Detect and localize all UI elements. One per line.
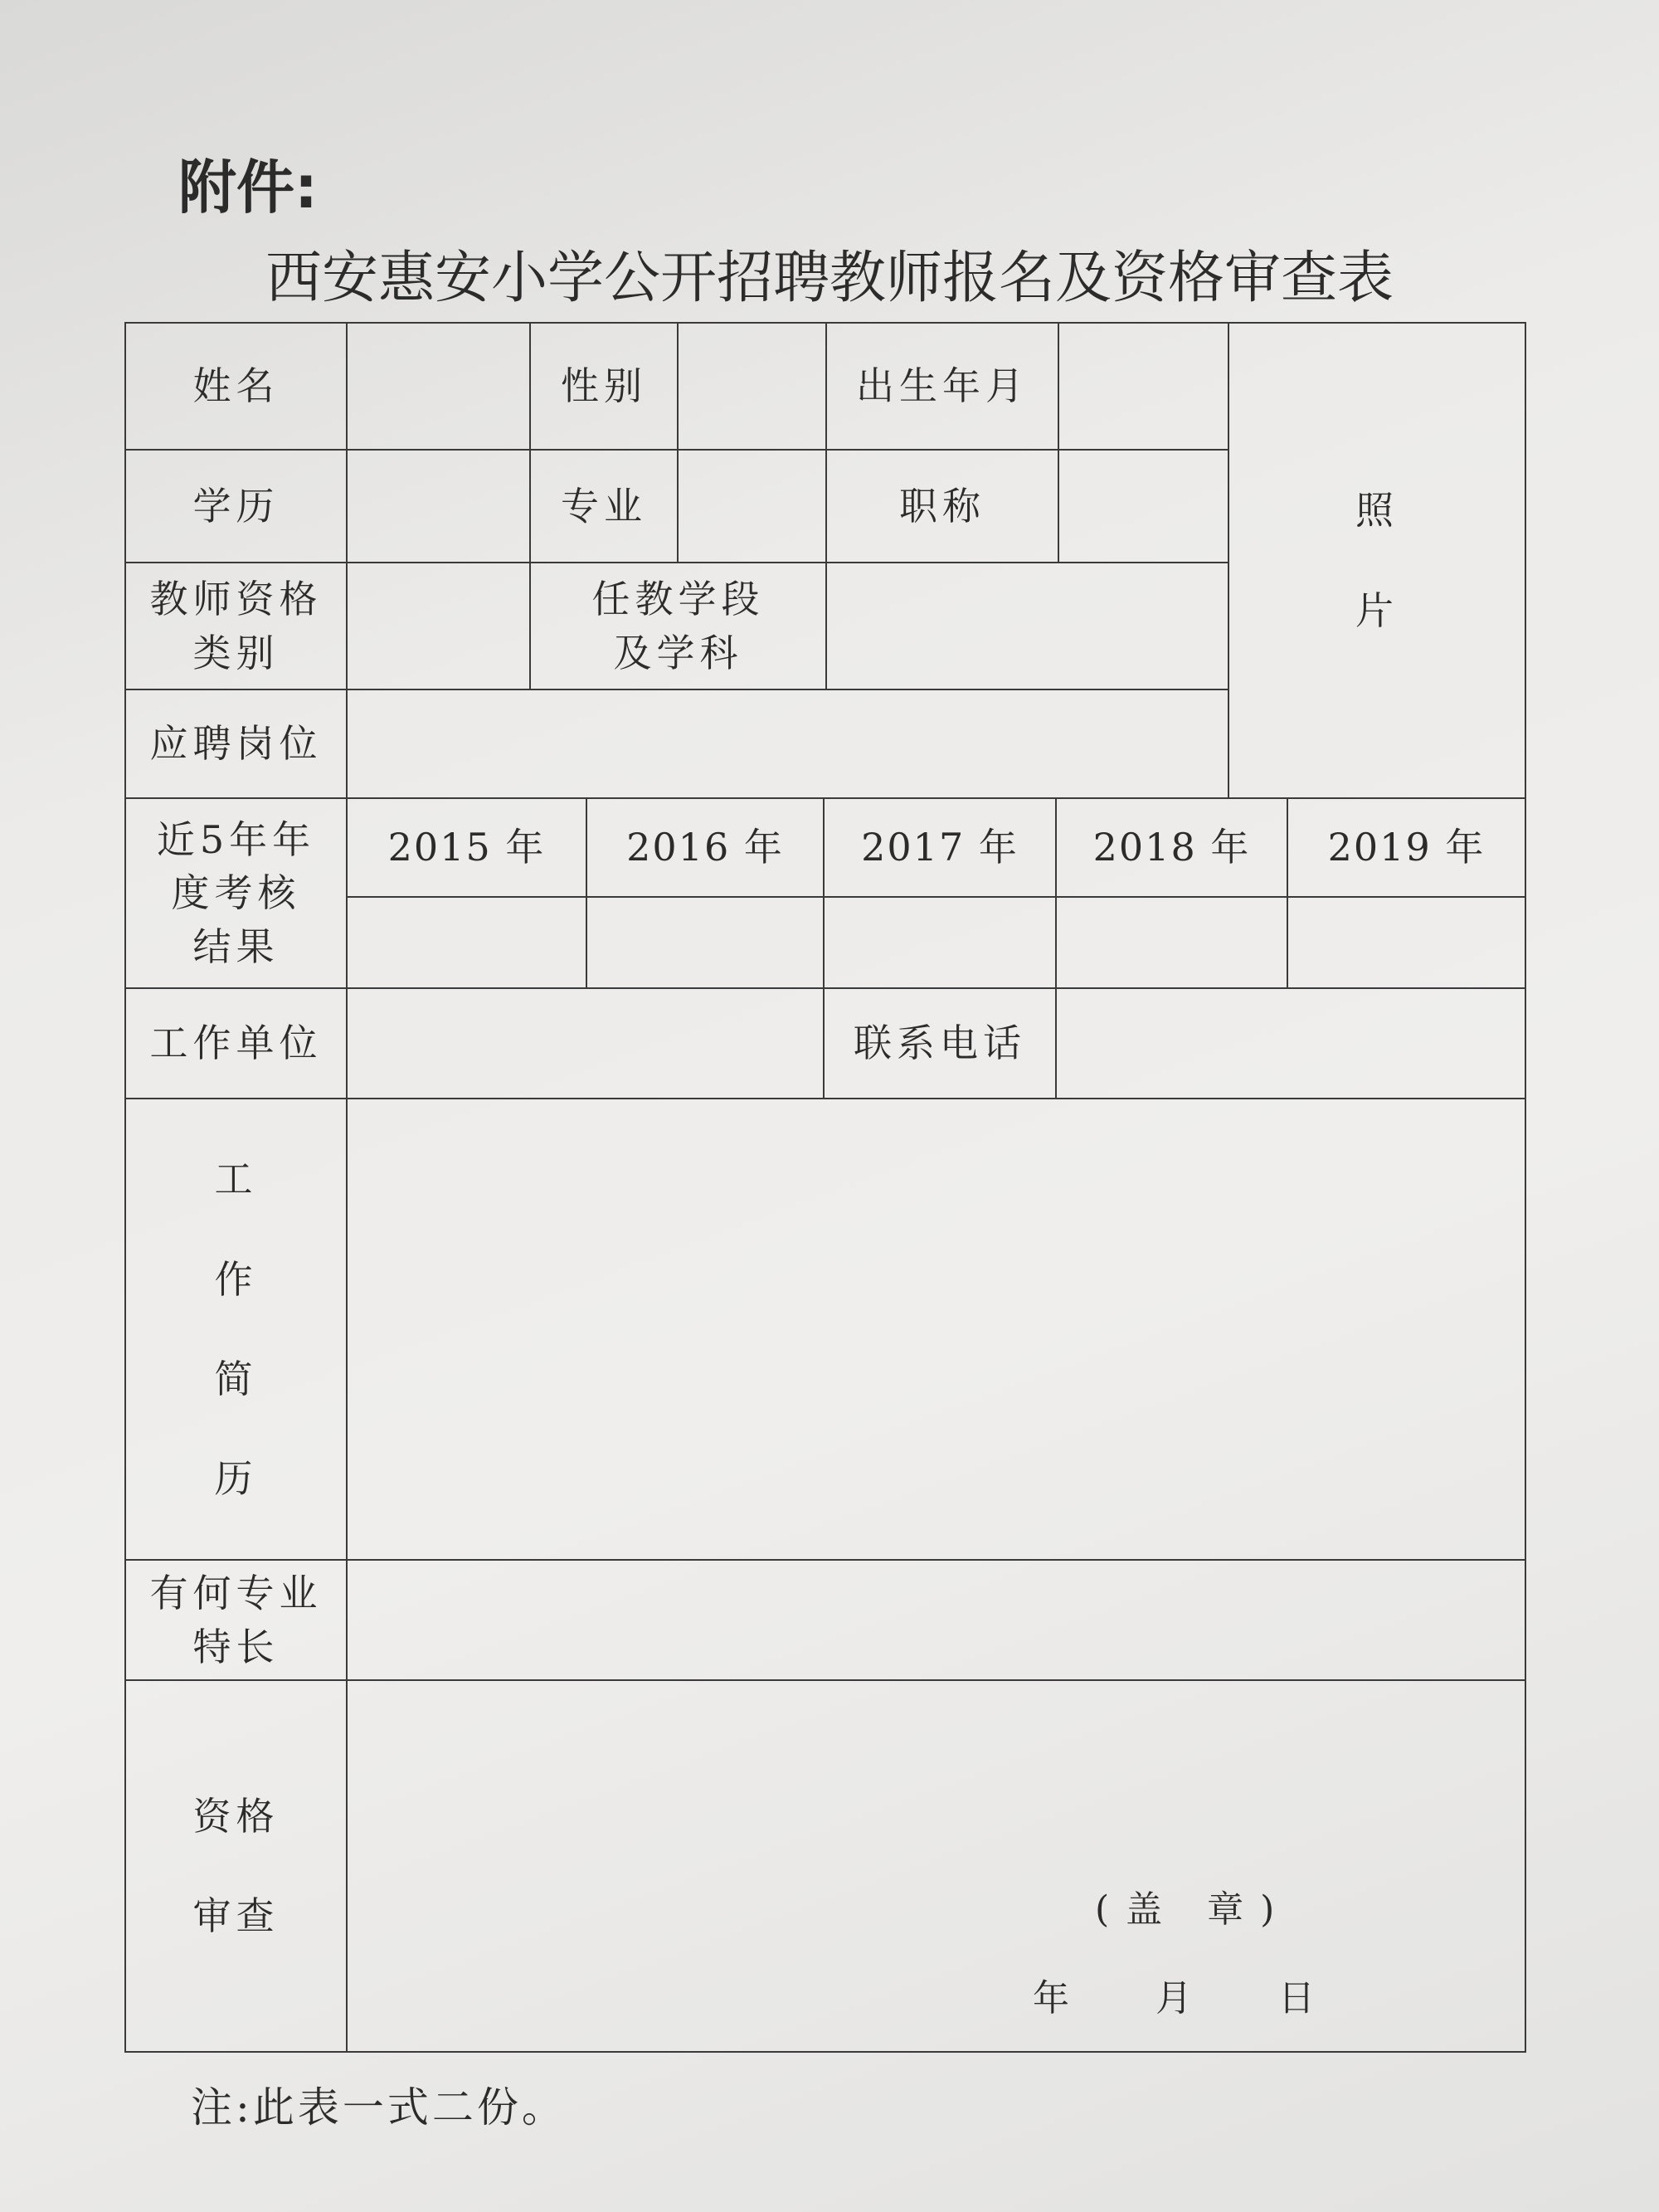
review-line1: 资格	[192, 1793, 280, 1839]
label-assess-line3: 结果	[192, 923, 280, 969]
label-cert-type	[124, 562, 348, 690]
label-teaching-stage	[529, 562, 827, 690]
year-2015: 2015 年	[346, 797, 587, 898]
label-review	[124, 1679, 348, 2053]
field-major[interactable]	[677, 449, 827, 563]
footnote: 注:此表一式二份。	[191, 2083, 567, 2132]
resume-char-4: 历	[214, 1456, 258, 1502]
field-phone[interactable]	[1055, 987, 1526, 1099]
field-teaching-stage[interactable]	[825, 562, 1229, 690]
review-line2: 审查	[192, 1893, 280, 1938]
label-assessment	[124, 797, 348, 989]
photo-box[interactable]	[1228, 322, 1526, 799]
year-2018: 2018 年	[1055, 797, 1288, 898]
label-specialty-line1: 有何专业	[149, 1571, 323, 1616]
date-label: 年 月 日	[1033, 1977, 1315, 2020]
label-gender: 性别	[529, 322, 679, 451]
stamp-label: (盖 章)	[1095, 1888, 1292, 1931]
label-specialty	[124, 1559, 348, 1681]
result-2019[interactable]	[1287, 896, 1526, 989]
label-teach-line2: 及学科	[613, 630, 743, 675]
year-2017: 2017 年	[823, 797, 1057, 898]
field-title-rank[interactable]	[1058, 449, 1229, 563]
year-2016: 2016 年	[586, 797, 825, 898]
photo-label-1: 照	[1355, 488, 1399, 534]
label-cert-line1: 教师资格	[149, 577, 323, 622]
label-education: 学历	[124, 449, 348, 563]
label-assess-line1: 近5年年	[156, 816, 316, 862]
label-teach-line1: 任教学段	[591, 577, 765, 622]
resume-char-3: 简	[214, 1357, 258, 1401]
label-workplace: 工作单位	[124, 987, 348, 1099]
label-birth: 出生年月	[825, 322, 1059, 451]
field-birth[interactable]	[1058, 322, 1229, 451]
label-major: 专业	[529, 449, 679, 563]
field-gender[interactable]	[677, 322, 827, 451]
result-2018[interactable]	[1055, 896, 1288, 989]
field-education[interactable]	[346, 449, 531, 563]
resume-char-1: 工	[214, 1157, 258, 1202]
photo-label-2: 片	[1355, 587, 1399, 633]
result-2015[interactable]	[346, 896, 587, 989]
label-phone: 联系电话	[823, 987, 1057, 1099]
result-2016[interactable]	[586, 896, 825, 989]
field-resume[interactable]	[346, 1098, 1526, 1561]
label-specialty-line2: 特长	[192, 1624, 280, 1669]
field-cert-type[interactable]	[346, 562, 531, 690]
field-specialty[interactable]	[346, 1559, 1526, 1681]
label-position: 应聘岗位	[124, 689, 348, 799]
label-name: 姓名	[124, 322, 348, 451]
field-name[interactable]	[346, 322, 531, 451]
label-title-rank: 职称	[825, 449, 1059, 563]
field-workplace[interactable]	[346, 987, 825, 1099]
result-2017[interactable]	[823, 896, 1057, 989]
resume-char-2: 作	[214, 1256, 258, 1302]
label-cert-line2: 类别	[192, 630, 280, 675]
field-review[interactable]	[346, 1679, 1526, 2053]
field-position[interactable]	[346, 689, 1229, 799]
year-2019: 2019 年	[1287, 797, 1526, 898]
form-title: 西安惠安小学公开招聘教师报名及资格审查表	[265, 246, 1394, 311]
label-resume	[124, 1098, 348, 1561]
attachment-label: 附件:	[178, 153, 318, 222]
label-assess-line2: 度考核	[171, 870, 301, 916]
